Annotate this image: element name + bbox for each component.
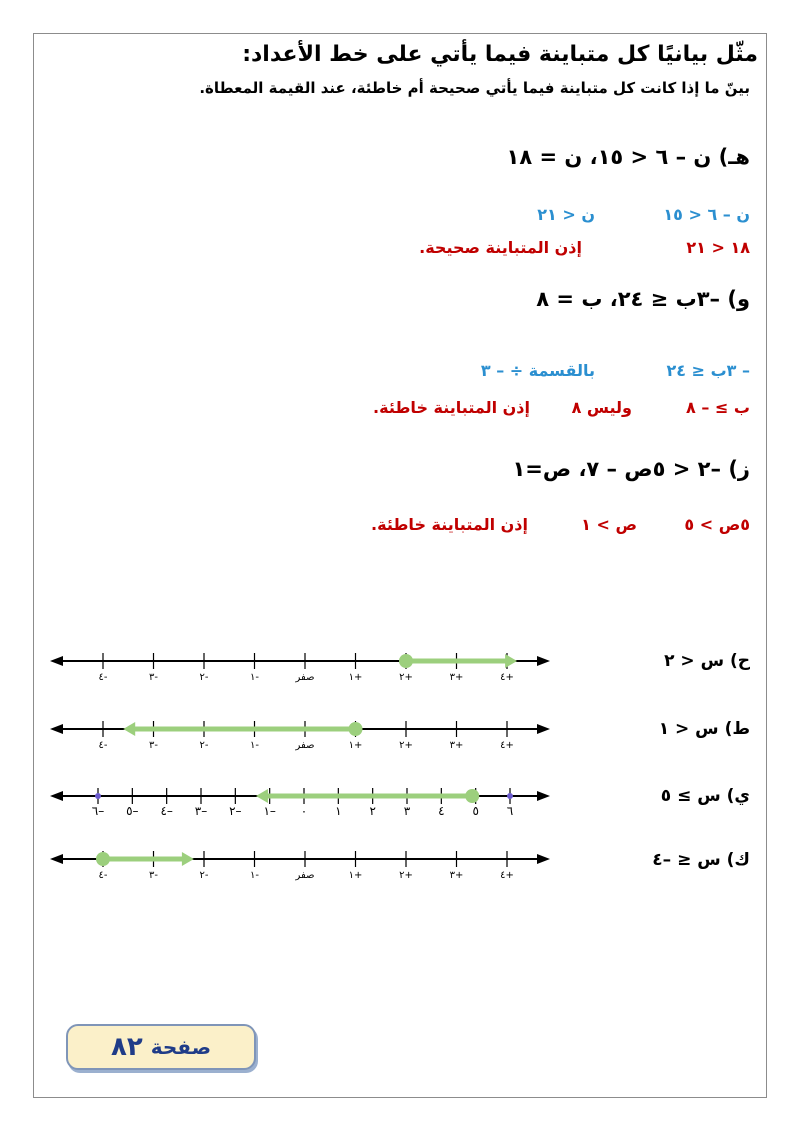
tick-label: ٣+ (449, 740, 464, 751)
problem-h-step1-a: ن – ٦ < ١٥ (663, 205, 750, 224)
numberline-t-inequality: س < ١ (658, 719, 719, 739)
tick-label: ٤- (98, 870, 108, 881)
tick-label: ٤– (160, 804, 173, 818)
solution-point (465, 789, 479, 803)
tick-label: ٣+ (449, 870, 464, 881)
tick-label: ٦ (506, 804, 514, 818)
problem-h-step2-a: ١٨ < ٢١ (686, 238, 750, 257)
problem-w-step2-c: إذن المتباينة خاطئة. (373, 398, 530, 417)
solution-point (349, 722, 363, 736)
tick-label: ٢ (369, 804, 376, 818)
problem-h (507, 145, 750, 169)
tick-label: ٤- (98, 672, 108, 683)
tick-label: ٤+ (500, 870, 514, 881)
tick-label: ١- (250, 870, 259, 881)
tick-label: ١– (263, 804, 276, 818)
numberline-h (50, 640, 550, 686)
numberline-k (50, 838, 550, 884)
page-subtitle: بينّ ما إذا كانت كل متباينة فيما يأتي صحيحة أم خاطئة، عند القيمة المعطاة. (199, 79, 750, 97)
tick-label: ٣ (403, 804, 411, 818)
end-marker (507, 793, 513, 799)
page-word: صفحة (150, 1035, 212, 1059)
solution-point (96, 852, 110, 866)
axis-arrow-right-icon (537, 854, 550, 864)
problem-z-step1-b: ص > ١ (581, 515, 637, 534)
solution-arrow-icon (123, 722, 135, 736)
axis-arrow-left-icon (50, 656, 63, 666)
numberline-y (50, 775, 550, 821)
tick-label: ٤ (438, 804, 445, 818)
solution-point (399, 654, 413, 668)
numberline-y-letter: ي) (726, 786, 750, 806)
tick-label: ٥ (472, 804, 479, 818)
tick-label: ٣+ (449, 672, 464, 683)
solution-arrow-icon (505, 654, 517, 668)
problem-w-step2-b: وليس ٨ (571, 398, 632, 417)
page-number: ٨٢ (111, 1032, 143, 1062)
axis-arrow-right-icon (537, 724, 550, 734)
problem-z-step1-a: ٥ص > ٥ (684, 515, 750, 534)
numberline-t (50, 708, 550, 754)
axis-arrow-right-icon (537, 656, 550, 666)
numberline-k-label (652, 850, 750, 870)
tick-label: ١- (250, 740, 259, 751)
numberline-h-label (664, 651, 750, 671)
tick-label: ٣– (194, 804, 208, 818)
page-frame (33, 33, 767, 1098)
numberline-y-inequality: س ≥ ٥ (660, 786, 721, 806)
tick-label: ٣- (149, 740, 158, 751)
numberline-y-label (661, 786, 750, 806)
problem-z-label: ز) (728, 457, 750, 481)
problem-z-statement: –٢ < ٥ص – ٧، ص=١ (512, 457, 721, 481)
axis-arrow-right-icon (537, 791, 550, 801)
tick-label: ٢– (229, 804, 242, 818)
solution-arrow-icon (256, 789, 268, 803)
tick-label: ٤- (98, 740, 108, 751)
problem-w-statement: –٣ب ≤ ٢٤، ب = ٨ (536, 287, 721, 311)
tick-label: ١+ (348, 870, 363, 881)
tick-label: ٣- (149, 870, 158, 881)
tick-label: صفر (295, 870, 315, 881)
axis-arrow-left-icon (50, 724, 63, 734)
tick-label: ٢+ (399, 672, 413, 683)
problem-h-statement: ن – ٦ < ١٥، ن = ١٨ (506, 145, 712, 169)
tick-label: ٣- (149, 672, 158, 683)
tick-label: ١ (335, 804, 342, 818)
numberline-h-letter: ح) (729, 651, 750, 671)
numberline-h-inequality: س < ٢ (664, 651, 725, 671)
tick-label: ٠ (300, 804, 308, 818)
problem-h-step2-b: إذن المتباينة صحيحة. (419, 238, 582, 257)
tick-label: ٢- (199, 740, 209, 751)
tick-label: صفر (295, 740, 315, 751)
problem-w-step1-b: بالقسمة ÷ – ٣ (480, 361, 595, 380)
tick-label: ١+ (348, 672, 363, 683)
axis-arrow-left-icon (50, 791, 63, 801)
end-marker (95, 793, 101, 799)
page-title: مثّل بيانيًا كل متباينة فيما يأتي على خط الأعداد: (242, 42, 758, 67)
numberline-k-letter: ك) (726, 850, 750, 870)
problem-h-step1-b: ن < ٢١ (537, 205, 595, 224)
problem-z (512, 457, 750, 481)
numberline-t-label (659, 719, 750, 739)
problem-w-step1-a: – ٣ب ≤ ٢٤ (666, 361, 750, 380)
tick-label: ٢- (199, 672, 209, 683)
numberline-k-inequality: س ≤ –٤ (652, 850, 721, 870)
tick-label: ٤+ (500, 740, 514, 751)
problem-z-step1-c: إذن المتباينة خاطئة. (371, 515, 528, 534)
tick-label: ٢+ (399, 870, 413, 881)
tick-label: ٢+ (399, 740, 413, 751)
tick-label: ٥– (126, 804, 139, 818)
tick-label: ٢- (199, 870, 209, 881)
problem-w (536, 287, 750, 311)
tick-label: ٦– (91, 804, 105, 818)
tick-label: ١+ (348, 740, 363, 751)
tick-label: صفر (295, 672, 315, 683)
numberline-t-letter: ط) (724, 719, 750, 739)
tick-label: ١- (250, 672, 259, 683)
axis-arrow-left-icon (50, 854, 63, 864)
problem-h-label: هـ) (718, 145, 750, 169)
problem-w-label: و) (727, 287, 750, 311)
solution-arrow-icon (182, 852, 194, 866)
page-number-badge (66, 1024, 256, 1070)
tick-label: ٤+ (500, 672, 514, 683)
problem-w-step2-a: ب ≥ – ٨ (686, 398, 750, 417)
